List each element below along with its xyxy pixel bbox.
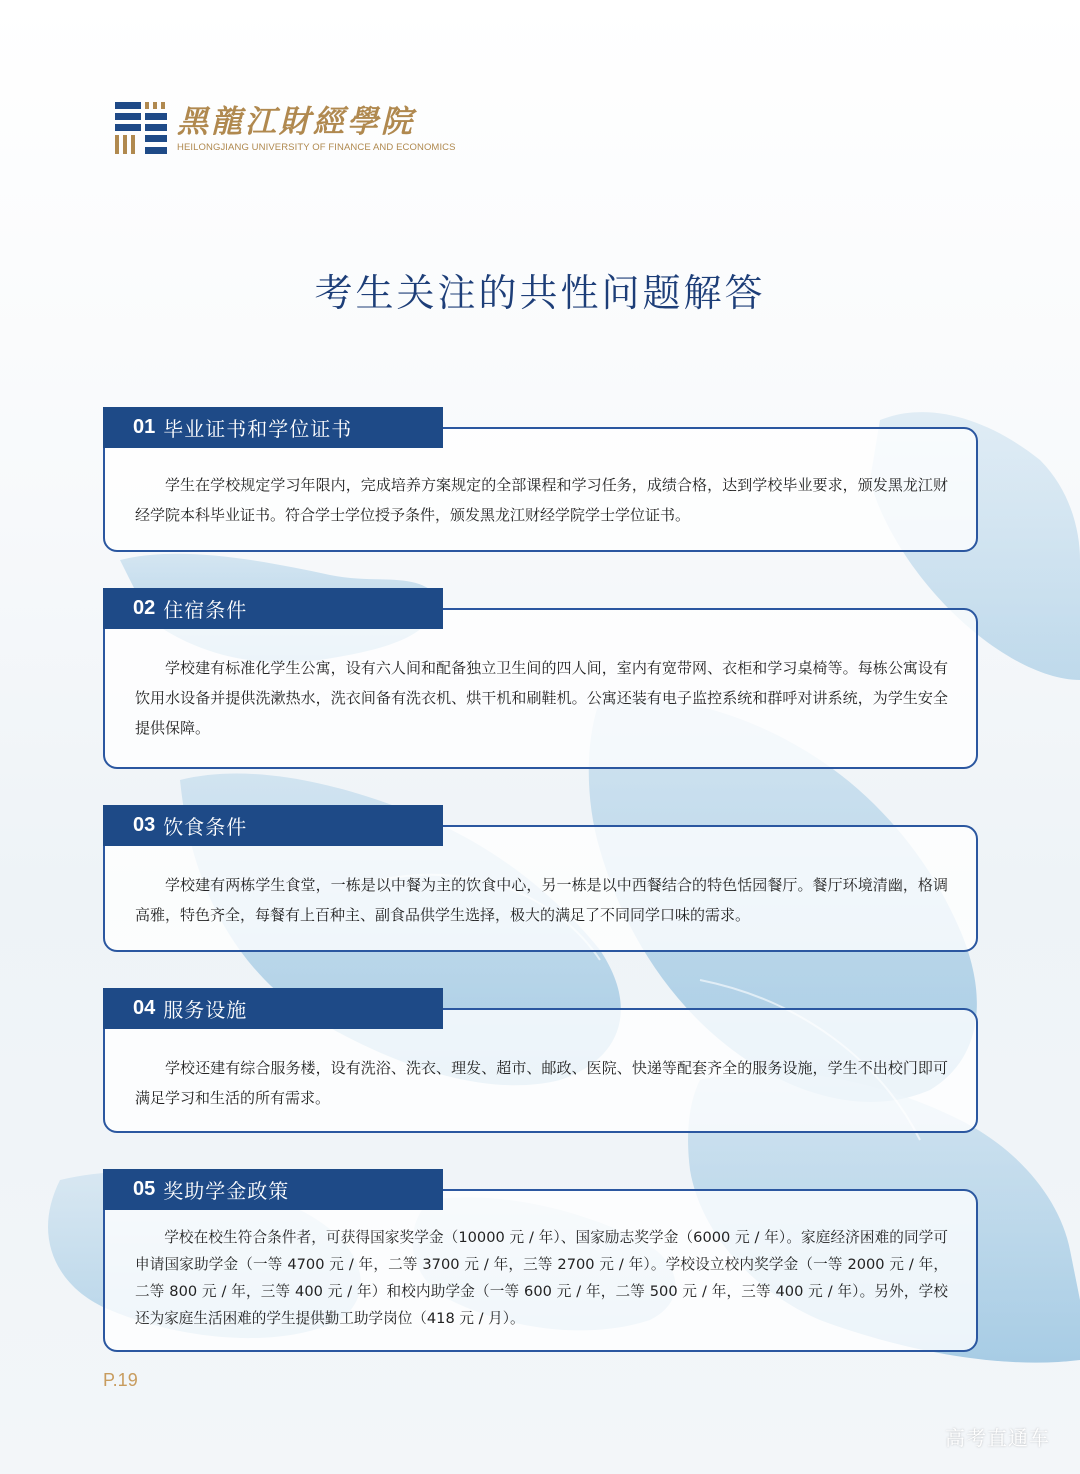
page-title: 考生关注的共性问题解答 (314, 271, 766, 315)
section-number: 05 (133, 1178, 156, 1200)
logo-emblem-icon (115, 102, 167, 154)
watermark: 高考直通车 (945, 1426, 1050, 1450)
section-header (103, 588, 443, 629)
section-title: 住宿条件 (163, 598, 248, 622)
section-number: 03 (133, 814, 156, 836)
university-logo (115, 102, 456, 154)
section-header (103, 1169, 443, 1210)
logo-chinese-name: 黑龍江財經學院 (177, 103, 415, 140)
section-dining (103, 805, 978, 952)
section-number: 04 (133, 997, 156, 1019)
section-title: 服务设施 (163, 998, 248, 1022)
section-graduation-certificates (103, 407, 978, 552)
logo-english-name: HEILONGJIANG UNIVERSITY OF FINANCE AND ECONOMICS (177, 141, 456, 153)
section-scholarship-policy (103, 1169, 978, 1352)
page-number: P.19 (103, 1370, 138, 1390)
section-title: 毕业证书和学位证书 (163, 417, 353, 441)
section-number: 01 (133, 416, 156, 438)
section-accommodation (103, 588, 978, 769)
section-header (103, 988, 443, 1029)
section-body: 学校还建有综合服务楼，设有洗浴、洗衣、理发、超市、邮政、医院、快递等配套齐全的服务设施，学生不出校门即可满足学习和生活的所有需求。 (135, 1059, 948, 1107)
section-header (103, 407, 443, 448)
section-body: 学校建有标准化学生公寓，设有六人间和配备独立卫生间的四人间，室内有宽带网、衣柜和学习桌椅等。每栋公寓设有饮用水设备并提供洗漱热水，洗衣间备有洗衣机、烘干机和刷鞋机。公寓还装有电子监控系统和群呼对讲系统，为学生安全提供保障。 (135, 659, 948, 737)
section-number: 02 (133, 597, 156, 619)
section-body: 学校在校生符合条件者，可获得国家奖学金（10000 元 / 年）、国家励志奖学金（6000 元 / 年）。家庭经济困难的同学可申请国家助学金（一等 4700 元 / 年，二等 3700 元 / 年，三等 2700 元 / 年）。学校设立校内奖学金（一等 2000 元 / 年，二等 800 元 / 年，三等 400 元 / 年）和校内助学金（一等 600 元 / 年，二等 500 元 / 年，三等 400 元 / 年）。另外，学校还为家庭生活困难的学生提供勤工助学岗位（418 元 / 月）。 (135, 1229, 948, 1327)
section-title: 奖助学金政策 (163, 1179, 290, 1203)
section-header (103, 805, 443, 846)
section-body: 学生在学校规定学习年限内，完成培养方案规定的全部课程和学习任务，成绩合格，达到学校毕业要求，颁发黑龙江财经学院本科毕业证书。符合学士学位授予条件，颁发黑龙江财经学院学士学位证书。 (135, 476, 948, 524)
section-body: 学校建有两栋学生食堂，一栋是以中餐为主的饮食中心，另一栋是以中西餐结合的特色恬园餐厅。餐厅环境清幽，格调高雅，特色齐全，每餐有上百种主、副食品供学生选择，极大的满足了不同同学口味的需求。 (135, 876, 948, 924)
section-title: 饮食条件 (163, 815, 248, 839)
section-service-facilities (103, 988, 978, 1133)
